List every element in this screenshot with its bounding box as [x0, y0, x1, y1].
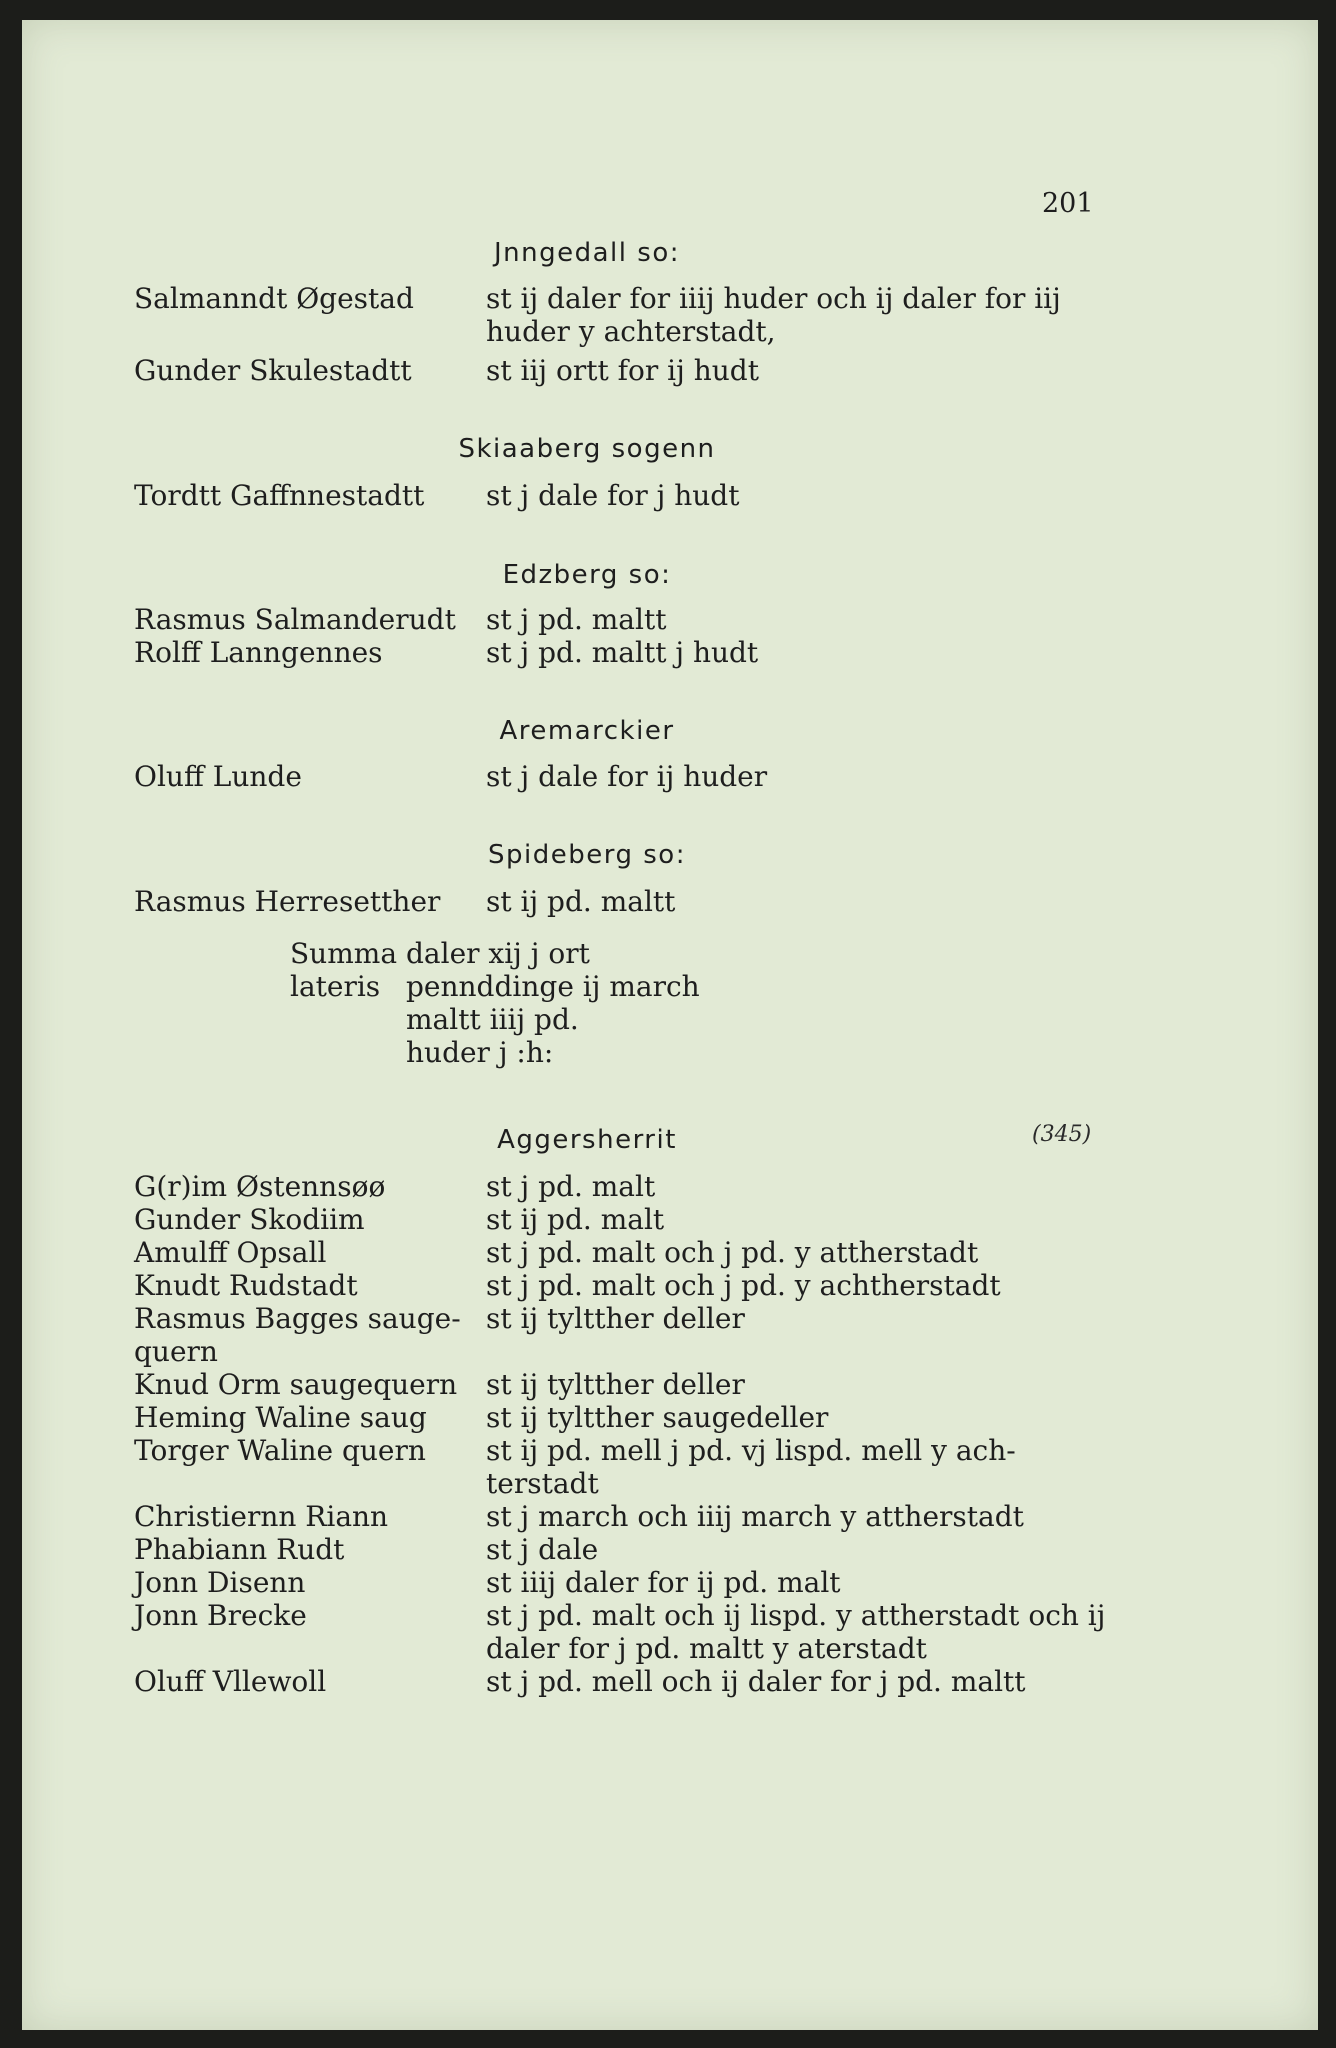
entry-text: st j dale — [486, 1533, 599, 1566]
entry-text: st j pd. maltt — [486, 603, 667, 636]
entry-text: st j pd. malt och j pd. y achtherstadt — [486, 1269, 1001, 1302]
section-heading: Spideberg so: — [488, 840, 686, 870]
entry-text: st ij pd. malt — [486, 1203, 665, 1236]
summa-label: lateris — [290, 970, 381, 1003]
entry-name: Rasmus Herresetther — [134, 885, 441, 918]
entry-name: Phabiann Rudt — [134, 1533, 345, 1566]
section-heading: Jnngedall so: — [494, 238, 680, 268]
entry-text: st iiij daler for ij pd. malt — [486, 1566, 841, 1599]
entry-name: Gunder Skodiim — [134, 1203, 365, 1236]
entry-text: st j dale for j hudt — [486, 479, 740, 512]
entry-text: st iij ortt for ij hudt — [486, 354, 759, 387]
entry-name: Gunder Skulestadtt — [134, 354, 412, 387]
entry-text: st j pd. malt och ij lispd. y attherstadt och ij daler for j pd. maltt y aterstadt — [486, 1599, 1106, 1665]
entry-text: st ij tyltther deller — [486, 1302, 745, 1335]
entry-name: Oluff Vllewoll — [134, 1665, 327, 1698]
entry-name: Jonn Disenn — [134, 1566, 306, 1599]
entry-name: Amulff Opsall — [134, 1236, 327, 1269]
entry-name: Christiernn Riann — [134, 1500, 389, 1533]
entry-name: Salmanndt Øgestad — [134, 282, 414, 315]
entry-text: st j march och iiij march y attherstadt — [486, 1500, 1024, 1533]
entry-text: st ij pd. maltt — [486, 885, 676, 918]
entry-text: st ij pd. mell j pd. vj lispd. mell y ach- terstadt — [486, 1434, 1016, 1500]
summa-line: huder j :h: — [406, 1036, 554, 1069]
entry-name: Rolff Lanngennes — [134, 636, 383, 669]
entry-name: Oluff Lunde — [134, 760, 302, 793]
entry-name: Rasmus Bagges sauge- quern — [134, 1302, 461, 1368]
entry-name: Heming Waline saug — [134, 1401, 427, 1434]
entry-name: Knudt Rudstadt — [134, 1269, 358, 1302]
summa-line: pennddinge ij march — [406, 970, 700, 1003]
entry-name: Jonn Brecke — [134, 1599, 307, 1632]
summa-label: Summa — [290, 937, 398, 970]
summa-line: daler xij j ort — [406, 937, 590, 970]
entry-name: Tordtt Gaffnnestadtt — [134, 479, 425, 512]
entry-name: Knud Orm saugequern — [134, 1368, 458, 1401]
section-heading: Skiaaberg sogenn — [458, 434, 716, 464]
entry-text: st j dale for ij huder — [486, 760, 768, 793]
section-heading: Edzberg so: — [502, 560, 672, 590]
entry-text: st ij tyltther deller — [486, 1368, 745, 1401]
entry-text: st ij daler for iiij huder och ij daler for iij huder y achterstadt, — [486, 282, 1061, 348]
entry-name: Torger Waline quern — [134, 1434, 426, 1467]
margin-reference: (345) — [1032, 1122, 1092, 1147]
summa-line: maltt iiij pd. — [406, 1003, 579, 1036]
document-page — [22, 20, 1318, 2030]
section-heading: Aggersherrit — [497, 1125, 677, 1155]
page-number: 201 — [1042, 188, 1094, 219]
entry-name: G(r)im Østennsøø — [134, 1170, 386, 1203]
entry-text: st j pd. malt och j pd. y attherstadt — [486, 1236, 979, 1269]
entry-text: st j pd. maltt j hudt — [486, 636, 759, 669]
entry-text: st j pd. malt — [486, 1170, 656, 1203]
section-heading: Aremarckier — [499, 716, 675, 746]
entry-text: st j pd. mell och ij daler for j pd. maltt — [486, 1665, 1026, 1698]
entry-text: st ij tyltther saugedeller — [486, 1401, 829, 1434]
entry-name: Rasmus Salmanderudt — [134, 603, 456, 636]
